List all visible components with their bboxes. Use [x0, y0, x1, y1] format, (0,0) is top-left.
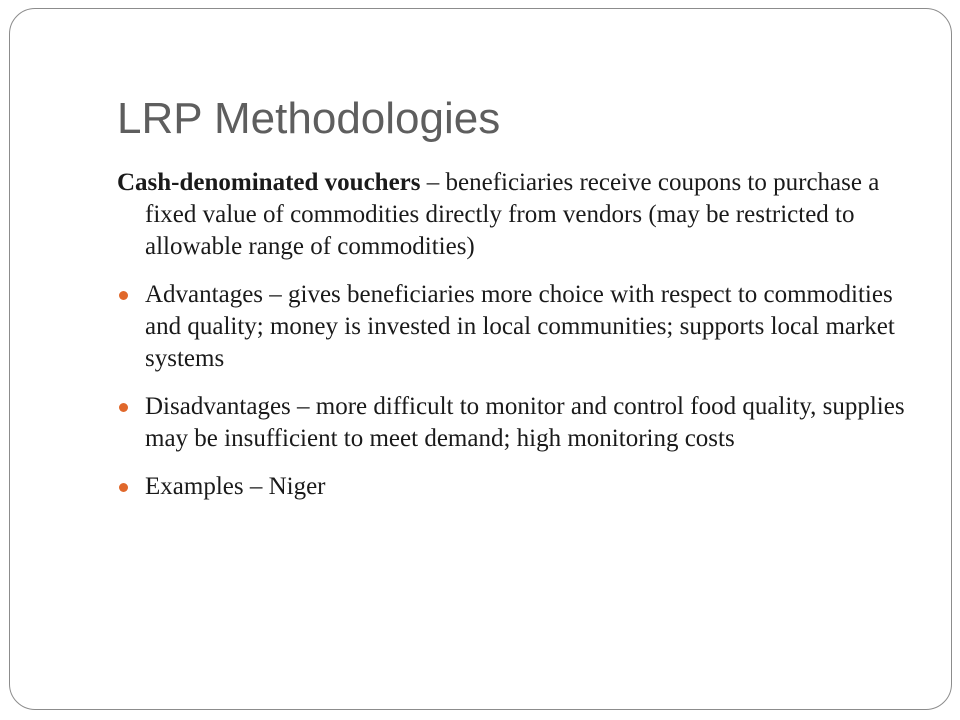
slide-content: [117, 167, 907, 519]
bullet-item: [117, 471, 907, 503]
bullet-icon: [119, 403, 128, 412]
bullet-text: Advantages – gives beneficiaries more choice with respect to commodities and quality; money is invested in local communities; supports local market systems: [145, 281, 895, 372]
bullet-item: [117, 279, 907, 375]
lead-term: Cash-denominated vouchers: [117, 169, 421, 196]
bullet-icon: [119, 291, 128, 300]
bullet-text: Disadvantages – more difficult to monitor and control food quality, supplies may be insufficient to meet demand; high monitoring costs: [145, 393, 905, 452]
lead-paragraph: [117, 167, 907, 263]
bullet-list: [117, 279, 907, 503]
slide-frame: [9, 8, 952, 710]
bullet-text: Examples – Niger: [145, 473, 326, 500]
slide-title: LRP Methodologies: [117, 94, 501, 143]
lead-text: – beneficiaries receive coupons to purchase a fixed value of commodities directly from vendors (may be restricted to allowable range of commodities): [145, 169, 880, 260]
bullet-item: [117, 391, 907, 455]
bullet-icon: [119, 483, 128, 492]
